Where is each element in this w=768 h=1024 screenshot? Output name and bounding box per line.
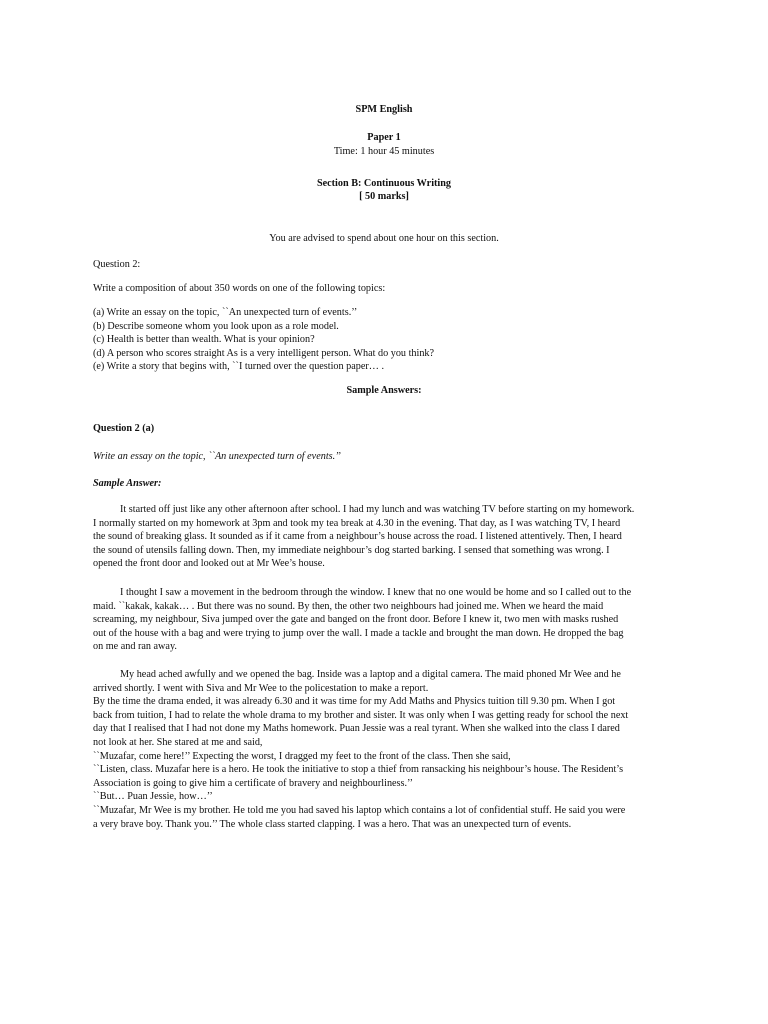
time-label: Time: 1 hour 45 minutes [333, 146, 435, 157]
section-title: Section B: Continuous Writing [316, 178, 452, 189]
essay-line: screaming, my neighbour, Siva jumped over the gate and banged on the front door. Before I knew it, two men with masks rushed [93, 614, 619, 626]
document-title: SPM English [355, 104, 413, 115]
essay-line: out of the house with a bag and were trying to jump over the wall. I made a tackle and brought the man down. He dropped the bag [93, 627, 624, 639]
sample-answer-label: Sample Answer: [93, 478, 162, 489]
essay-line: on me and ran away. [93, 641, 177, 653]
essay-line: the sound of utensils falling down. Then, my immediate neighbour’s dog started barking. I sensed that something was wrong. I [93, 544, 610, 556]
essay-line: the sound of breaking glass. It sounded as if it came from a neighbour’s house across the road. I listened attentively. Then, I heard [93, 531, 622, 543]
instruction-text: Write a composition of about 350 words on one of the following topics: [93, 283, 386, 294]
essay-paragraph-3 [93, 668, 673, 831]
topic-item: (b) Describe someone whom you look upon as a role model. [93, 320, 339, 332]
answer-question-heading: Question 2 (a) [93, 423, 155, 434]
topic-list [93, 306, 673, 374]
essay-line: day that I realised that I had not done my Maths homework. Puan Jessie was a real tyrant. When she walked into the class I dared [93, 723, 620, 735]
topic-item: (c) Health is better than wealth. What is your opinion? [93, 334, 315, 346]
essay-line: a very brave boy. Thank you.’’ The whole class started clapping. I was a hero. That was an unexpected turn of events. [93, 818, 572, 830]
essay-line: By the time the drama ended, it was already 6.30 and it was time for my Add Maths and Physics tuition till 9.30 pm. When I got [93, 696, 616, 708]
essay-line: ``But… Puan Jessie, how…’’ [93, 791, 213, 803]
paper-label: Paper 1 [367, 132, 401, 143]
essay-paragraph-2 [93, 586, 673, 654]
essay-line: I normally started on my homework at 3pm and took my tea break at 4.30 in the evening. That day, as I was watching TV, I heard [93, 517, 621, 529]
marks-label: [ 50 marks] [359, 191, 409, 202]
essay-line: arrived shortly. I went with Siva and Mr Wee to the policestation to make a report. [93, 682, 429, 694]
essay-line: opened the front door and looked out at Mr Wee’s house. [93, 558, 325, 570]
essay-line: ``Muzafar, come here!’’ Expecting the worst, I dragged my feet to the front of the class. Then she said, [93, 750, 511, 762]
essay-paragraph-1 [93, 503, 673, 571]
essay-line: Association is going to give him a certificate of bravery and neighbourliness.’’ [93, 777, 414, 789]
essay-line: My head ached awfully and we opened the bag. Inside was a laptop and a digital camera. The maid phoned Mr Wee and he [120, 669, 621, 680]
topic-item: (d) A person who scores straight As is a very intelligent person. What do you think? [93, 347, 435, 359]
essay-line: ``Muzafar, Mr Wee is my brother. He told me you had saved his laptop which contains a lot of confidential stuff. He said you were [93, 804, 626, 816]
question-label: Question 2: [93, 259, 141, 270]
advice-text: You are advised to spend about one hour on this section. [269, 233, 499, 244]
essay-line: I thought I saw a movement in the bedroom through the window. I knew that no one would be home and so I called out to the [120, 587, 632, 598]
sample-answers-heading: Sample Answers: [346, 385, 422, 396]
essay-line: ``Listen, class. Muzafar here is a hero. He took the initiative to stop a thief from ransacking his neighbour’s house. The Resident’s [93, 764, 624, 776]
topic-item: (a) Write an essay on the topic, ``An unexpected turn of events.’’ [93, 307, 358, 318]
essay-line: maid. ``kakak, kakak… . But there was no sound. By then, the other two neighbours had joined me. When we heard the maid [93, 600, 604, 612]
answer-prompt: Write an essay on the topic, ``An unexpected turn of events.’’ [93, 451, 341, 462]
essay-line: back from tuition, I had to relate the whole drama to my brother and sister. It was only when I was getting ready for school the next [93, 709, 629, 721]
essay-line: It started off just like any other afternoon after school. I had my lunch and was watching TV before starting on my homework. [120, 504, 635, 515]
topic-item: (e) Write a story that begins with, ``I turned over the question paper… . [93, 361, 385, 373]
essay-line: not look at her. She stared at me and said, [93, 736, 263, 748]
